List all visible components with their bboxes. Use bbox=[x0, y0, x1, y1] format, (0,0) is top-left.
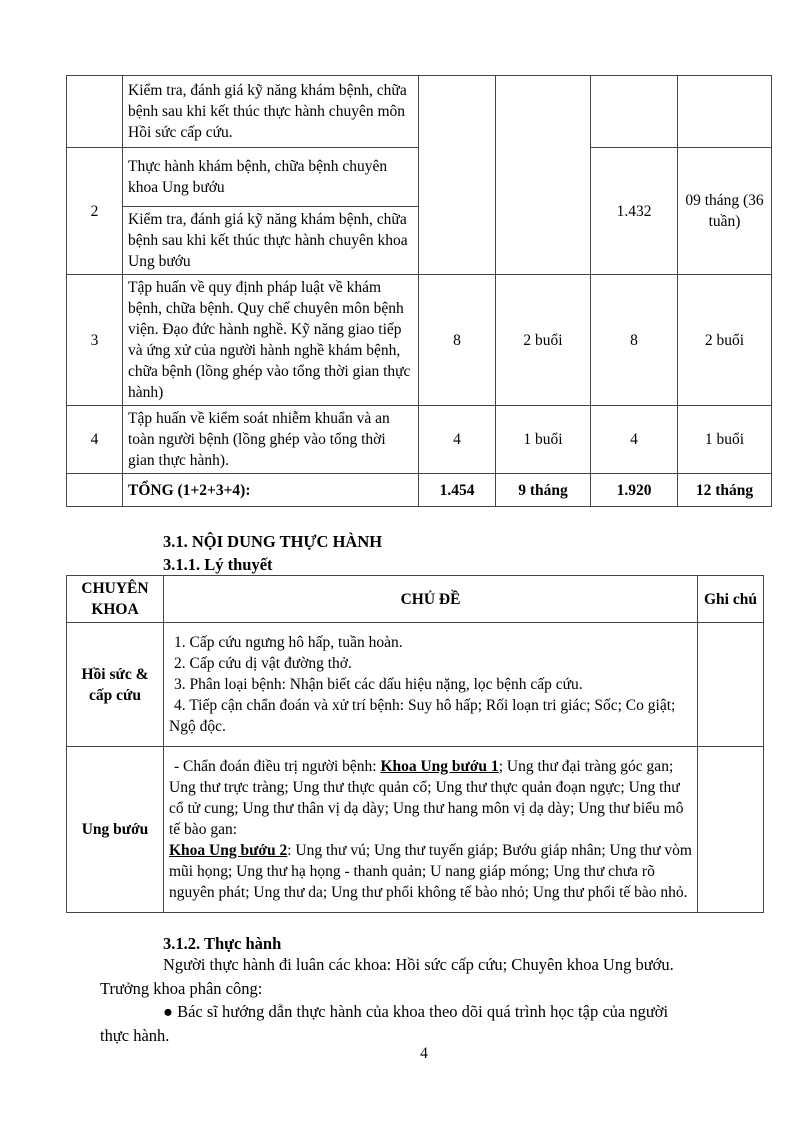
cell-total-hours1: 1.454 bbox=[419, 474, 496, 507]
cell-stt-continuation bbox=[67, 76, 123, 148]
cell-desc-row4: Tập huấn về kiểm soát nhiễm khuẩn và an toàn người bệnh (lồng ghép vào tổng thời gian thực hành). bbox=[123, 406, 419, 474]
header-specialty: CHUYÊN KHOA bbox=[67, 576, 164, 623]
practice-section-text bbox=[100, 953, 748, 1047]
paragraph-text: ; Ung thư đại tràng góc gan; Ung thư trực tràng; Ung thư thực quản cổ; Ung thư thực quản đoạn ngực; Ung thư cổ tử cung; Ung thư thân vị dạ dày; Ung thư hang môn vị dạ dày; Ung thư biểu mô tế bào gan: bbox=[169, 758, 684, 838]
header-note: Ghi chú bbox=[698, 576, 764, 623]
cell-sessions2-row3: 2 buổi bbox=[678, 275, 772, 406]
heading-section-3-1-1: 3.1.1. Lý thuyết bbox=[163, 555, 273, 574]
cell-total-duration1: 9 tháng bbox=[496, 474, 591, 507]
topic-item: 3. Phân loại bệnh: Nhận biết các dấu hiệu nặng, lọc bệnh cấp cứu. bbox=[174, 676, 583, 693]
cell-hours1-row3: 8 bbox=[419, 275, 496, 406]
cell-hours1-row4: 4 bbox=[419, 406, 496, 474]
khoa-ung-buou-1-label: Khoa Ung bướu 1 bbox=[380, 758, 499, 775]
cell-desc-row3: Tập huấn về quy định pháp luật về khám bệnh, chữa bệnh. Quy chế chuyên môn bệnh viện. Đạo đức hành nghề. Kỹ năng giao tiếp và ứng xử của người hành nghề khám bệnh, chữa bệnh (lồng ghép vào tổng thời gian thực hành) bbox=[123, 275, 419, 406]
cell-hours2-row3: 8 bbox=[591, 275, 678, 406]
paragraph-line: Trưởng khoa phân công: bbox=[100, 978, 263, 998]
paragraph-text: : Ung thư vú; Ung thư tuyến giáp; Bướu giáp nhân; Ung thư vòm mũi họng; Ung thư hạ họng - thanh quản; U nang giáp móng; Ung thư chưa rõ nguyên phát; Ung thư da; Ung thư phổi không tế bào nhỏ; Ung thư phổi tế bào nhỏ. bbox=[169, 842, 692, 901]
cell-note-resuscitation bbox=[698, 623, 764, 747]
khoa-ung-buou-2-label: Khoa Ung bướu 2 bbox=[169, 842, 288, 859]
bullet-line: ● Bác sĩ hướng dẫn thực hành của khoa theo dõi quá trình học tập của người bbox=[163, 1002, 669, 1021]
cell-stt-row3: 3 bbox=[67, 275, 123, 406]
heading-section-3-1-2: 3.1.2. Thực hành bbox=[163, 934, 282, 953]
oncology-paragraph-1 bbox=[169, 756, 692, 840]
cell-desc-row2a: Thực hành khám bệnh, chữa bệnh chuyên khoa Ung bướu bbox=[123, 148, 419, 207]
cell-topics-oncology bbox=[164, 747, 698, 913]
cell-duration-row2: 09 tháng (36 tuần) bbox=[678, 148, 772, 275]
cell-stt-total-empty bbox=[67, 474, 123, 507]
cell-total-duration2: 12 tháng bbox=[678, 474, 772, 507]
heading-section-3-1: 3.1. NỘI DUNG THỰC HÀNH bbox=[163, 532, 383, 551]
cell-total-hours2: 1.920 bbox=[591, 474, 678, 507]
header-topic: CHỦ ĐỀ bbox=[164, 576, 698, 623]
cell-stt-row4: 4 bbox=[67, 406, 123, 474]
bullet-line: thực hành. bbox=[100, 1025, 170, 1045]
cell-sessions1-row3: 2 buổi bbox=[496, 275, 591, 406]
oncology-paragraph-2 bbox=[169, 840, 692, 903]
cell-desc-row2b: Kiểm tra, đánh giá kỹ năng khám bệnh, chữa bệnh sau khi kết thúc thực hành chuyên khoa Ung bướu bbox=[123, 207, 419, 275]
cell-total-label: TỔNG (1+2+3+4): bbox=[123, 474, 419, 507]
cell-col3-merged-empty bbox=[419, 76, 496, 275]
cell-specialty-resuscitation: Hồi sức & cấp cứu bbox=[67, 623, 164, 747]
cell-stt-row2: 2 bbox=[67, 148, 123, 275]
page-number: 4 bbox=[420, 1045, 428, 1062]
cell-specialty-oncology: Ung bướu bbox=[67, 747, 164, 913]
topic-item: 4. Tiếp cận chẩn đoán và xử trí bệnh: Suy hô hấp; Rối loạn tri giác; Sốc; Co giật; Ngộ độc. bbox=[169, 697, 676, 735]
cell-sessions1-row4: 1 buổi bbox=[496, 406, 591, 474]
cell-hours-row2: 1.432 bbox=[591, 148, 678, 275]
cell-desc-continuation: Kiểm tra, đánh giá kỹ năng khám bệnh, chữa bệnh sau khi kết thúc thực hành chuyên môn Hồi sức cấp cứu. bbox=[123, 76, 419, 148]
cell-note-oncology bbox=[698, 747, 764, 913]
theory-content-table bbox=[66, 575, 764, 913]
training-schedule-table bbox=[66, 75, 772, 507]
cell-col5-empty bbox=[591, 76, 678, 148]
cell-col4-merged-empty bbox=[496, 76, 591, 275]
topic-item: 2. Cấp cứu dị vật đường thở. bbox=[174, 655, 352, 672]
topic-item: 1. Cấp cứu ngưng hô hấp, tuần hoàn. bbox=[174, 634, 403, 651]
paragraph-line: Người thực hành đi luân các khoa: Hồi sức cấp cứu; Chuyên khoa Ung bướu. bbox=[163, 955, 674, 974]
cell-sessions2-row4: 1 buổi bbox=[678, 406, 772, 474]
cell-col6-empty bbox=[678, 76, 772, 148]
cell-topics-resuscitation bbox=[164, 623, 698, 747]
paragraph-text: - Chẩn đoán điều trị người bệnh: bbox=[174, 758, 381, 775]
cell-hours2-row4: 4 bbox=[591, 406, 678, 474]
